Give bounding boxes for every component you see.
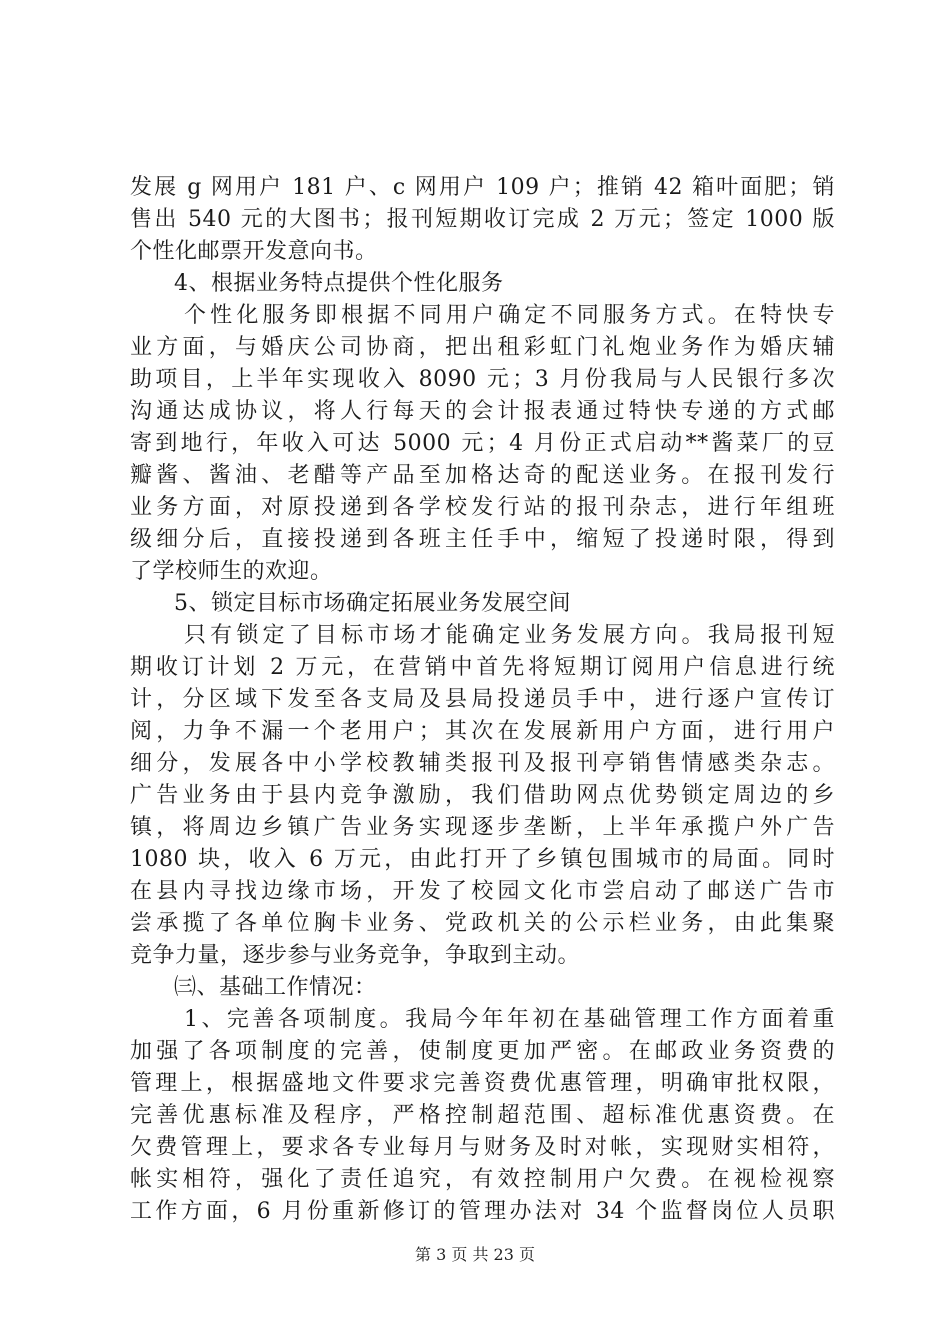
- text-line: 帐实相符，强化了责任追究，有效控制用户欠费。在视检视察: [130, 1167, 835, 1192]
- text-line: 计，分区域下发至各支局及县局投递员手中，进行逐户宣传订: [130, 687, 835, 712]
- text-line: 只有锁定了目标市场才能确定业务发展方向。我局报刊短: [184, 623, 835, 648]
- text-line: 竞争力量，逐步参与业务竞争，争取到主动。: [130, 943, 581, 968]
- text-line: 欠费管理上，要求各专业每月与财务及时对帐，实现财实相符，: [130, 1135, 835, 1160]
- text-line: 在县内寻找边缘市场，开发了校园文化市尝启动了邮送广告市: [130, 879, 835, 904]
- section-heading: 4、根据业务特点提供个性化服务: [174, 271, 504, 296]
- text-line: 1080 块，收入 6 万元，由此打开了乡镇包围城市的局面。同时: [130, 847, 835, 872]
- text-line: 细分，发展各中小学校教辅类报刊及报刊亭销售情感类杂志。: [130, 751, 835, 776]
- text-line: 1、完善各项制度。我局今年年初在基础管理工作方面着重: [184, 1007, 835, 1032]
- text-line: 售出 540 元的大图书；报刊短期收订完成 2 万元；签定 1000 版: [130, 207, 835, 232]
- text-line: 管理上，根据盛地文件要求完善资费优惠管理，明确审批权限，: [130, 1071, 835, 1096]
- text-line: 瓣酱、酱油、老醋等产品至加格达奇的配送业务。在报刊发行: [130, 463, 835, 488]
- text-line: 寄到地行，年收入可达 5000 元；4 月份正式启动**酱菜厂的豆: [130, 431, 835, 456]
- section-heading: ㈢、基础工作情况：: [174, 975, 377, 1000]
- section-heading: 5、锁定目标市场确定拓展业务发展空间: [174, 591, 571, 616]
- text-line: 镇，将周边乡镇广告业务实现逐步垄断，上半年承揽户外广告: [130, 815, 835, 840]
- document-body: [130, 172, 835, 1228]
- text-line: 发展 g 网用户 181 户、c 网用户 109 户；推销 42 箱叶面肥；销: [130, 175, 835, 200]
- text-line: 了学校师生的欢迎。: [130, 559, 333, 584]
- text-line: 尝承揽了各单位胸卡业务、党政机关的公示栏业务，由此集聚: [130, 911, 835, 936]
- page-footer: 第 3 页 共 23 页: [415, 1245, 535, 1264]
- text-line: 工作方面，6 月份重新修订的管理办法对 34 个监督岗位人员职: [130, 1199, 835, 1224]
- text-line: 期收订计划 2 万元，在营销中首先将短期订阅用户信息进行统: [130, 655, 835, 680]
- text-line: 个性化邮票开发意向书。: [130, 239, 378, 264]
- text-line: 业方面，与婚庆公司协商，把出租彩虹门礼炮业务作为婚庆辅: [130, 335, 835, 360]
- text-line: 广告业务由于县内竞争激励，我们借助网点优势锁定周边的乡: [130, 783, 835, 808]
- text-line: 阅，力争不漏一个老用户；其次在发展新用户方面，进行用户: [130, 719, 835, 744]
- text-line: 沟通达成协议，将人行每天的会计报表通过特快专递的方式邮: [130, 399, 835, 424]
- text-line: 加强了各项制度的完善，使制度更加严密。在邮政业务资费的: [130, 1039, 835, 1064]
- text-line: 完善优惠标准及程序，严格控制超范围、超标准优惠资费。在: [130, 1103, 835, 1128]
- text-line: 助项目，上半年实现收入 8090 元；3 月份我局与人民银行多次: [130, 367, 835, 392]
- text-line: 个性化服务即根据不同用户确定不同服务方式。在特快专: [184, 303, 835, 328]
- text-line: 级细分后，直接投递到各班主任手中，缩短了投递时限，得到: [130, 527, 835, 552]
- text-line: 业务方面，对原投递到各学校发行站的报刊杂志，进行年组班: [130, 495, 835, 520]
